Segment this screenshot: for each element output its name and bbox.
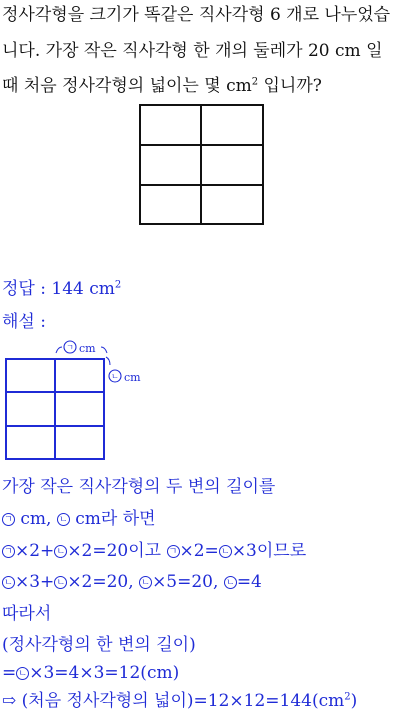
sol-text: ×2+ — [15, 541, 55, 561]
answer-text: 정답 : 144 cm — [2, 279, 115, 299]
solution-label: 해설 : — [2, 312, 46, 332]
circle-b: ㄴ — [16, 667, 29, 680]
question-line-1: 정사각형을 크기가 똑같은 직사각형 6 개로 나누었습 — [2, 5, 391, 25]
marker-b-glyph: ㄴ — [111, 372, 119, 381]
solution-line-8 — [2, 690, 357, 712]
sol-text: ⇨ (처음 정사각형의 넓이)=12×12=144(cm — [2, 691, 345, 711]
answer-line — [2, 278, 121, 300]
circle-b: ㄴ — [2, 576, 15, 589]
solution-line-1: 가장 작은 직사각형의 두 변의 길이를 — [2, 477, 276, 497]
circle-b: ㄴ — [54, 545, 67, 558]
solution-diagram — [4, 339, 164, 463]
circle-b: ㄴ — [54, 576, 67, 589]
question-line-3-text: 때 처음 정사각형의 넓이는 몇 cm — [2, 76, 252, 96]
marker-a-glyph: ㄱ — [66, 343, 74, 352]
sol-text: =4 — [236, 572, 262, 592]
solution-line-2 — [2, 508, 156, 530]
circle-b: ㄴ — [224, 576, 237, 589]
solution-line-6: (정사각형의 한 변의 길이) — [2, 635, 196, 655]
top-cm-label: cm — [79, 342, 96, 355]
solution-line-4 — [2, 571, 262, 593]
final-sup: 2 — [344, 691, 351, 703]
answer-sup: 2 — [114, 279, 122, 291]
circle-b: ㄴ — [57, 513, 70, 526]
question-line-3-end: 입니까? — [258, 76, 322, 96]
question-figure — [139, 104, 265, 226]
sol-text: ) — [350, 691, 358, 711]
sol-text-let: cm라 하면 — [75, 509, 156, 529]
circle-a: ㄱ — [167, 545, 180, 558]
side-cm-label: cm — [124, 371, 141, 384]
question-line-3 — [2, 75, 322, 97]
circle-a: ㄱ — [2, 513, 15, 526]
sol-text: ×5=20, — [152, 572, 224, 592]
circle-b: ㄴ — [219, 545, 232, 558]
sol-text: ×3이므로 — [231, 541, 307, 561]
circle-b: ㄴ — [139, 576, 152, 589]
sol-text: ×2=20, — [67, 572, 140, 592]
sol-text-cm: cm, — [20, 509, 57, 529]
solution-line-5: 따라서 — [2, 604, 52, 624]
sol-text: ×3+ — [15, 572, 55, 592]
solution-line-7 — [2, 662, 179, 684]
sol-text: ×3=4×3=12(cm) — [29, 663, 180, 683]
question-sup: 2 — [251, 76, 259, 88]
circle-a: ㄱ — [2, 545, 15, 558]
question-line-2: 니다. 가장 작은 직사각형 한 개의 둘레가 20 cm 일 — [2, 41, 383, 61]
solution-line-3 — [2, 540, 306, 562]
sol-text: ×2=20이고 — [67, 541, 167, 561]
sol-text: ×2= — [179, 541, 219, 561]
sol-text: = — [2, 663, 17, 683]
